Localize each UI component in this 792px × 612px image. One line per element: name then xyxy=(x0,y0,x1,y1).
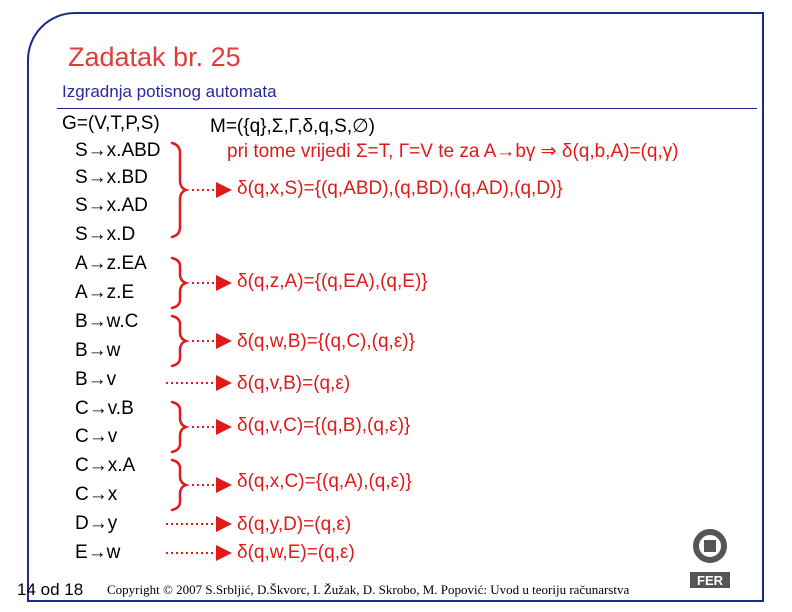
production-rule: S→x.D xyxy=(75,224,136,245)
production-rule: C→v.B xyxy=(75,398,134,419)
transition-function: δ(q,x,C)={(q,A),(q,ε)} xyxy=(237,471,412,492)
transition-function: δ(q,x,S)={(q,ABD),(q,BD),(q,AD),(q,D)} xyxy=(237,178,563,199)
transition-function: δ(q,z,A)={(q,EA),(q,E)} xyxy=(237,271,428,292)
brace-s-rules xyxy=(172,143,186,237)
transition-function: δ(q,w,E)=(q,ε) xyxy=(237,542,355,563)
grammar-definition: G=(V,T,P,S) xyxy=(62,113,160,134)
production-rule: E→w xyxy=(75,542,121,563)
production-rule: A→z.EA xyxy=(75,253,147,274)
production-rule: C→x xyxy=(75,484,118,505)
production-rule: C→x.A xyxy=(75,455,136,476)
production-rule: B→w xyxy=(75,340,121,361)
transition-function: δ(q,y,D)=(q,ε) xyxy=(237,514,352,535)
production-rule: B→w.C xyxy=(75,311,139,332)
production-rule: S→x.AD xyxy=(75,195,148,216)
condition-statement: pri tome vrijedi Σ=T, Γ=V te za A→bγ ⇒ δ(q,b,A)=(q,γ) xyxy=(227,141,679,162)
brace-b-rules xyxy=(172,316,186,366)
production-rule: S→x.ABD xyxy=(75,140,161,161)
production-rule: A→z.E xyxy=(75,282,135,303)
svg-text:FER: FER xyxy=(697,573,723,588)
fer-logo xyxy=(688,526,732,592)
production-rule: C→v xyxy=(75,426,118,447)
brace-c-rules-x xyxy=(172,460,186,510)
production-rule: B→v xyxy=(75,369,117,390)
copyright-notice: Copyright © 2007 S.Srbljić, D.Škvorc, I. Žužak, D. Skrobo, M. Popović: Uvod u teoriju računarstva xyxy=(107,582,630,597)
transition-function: δ(q,v,C)={(q,B),(q,ε)} xyxy=(237,415,411,436)
page-number: 14 od 18 xyxy=(17,580,84,599)
transition-function: δ(q,v,B)=(q,ε) xyxy=(237,373,351,394)
transition-function: δ(q,w,B)={(q,C),(q,ε)} xyxy=(237,331,415,352)
brace-a-rules xyxy=(172,258,186,308)
slide-title: Zadatak br. 25 xyxy=(68,42,241,72)
brace-c-rules-v xyxy=(172,402,186,452)
production-rule: S→x.BD xyxy=(75,167,148,188)
automaton-definition: M=({q},Σ,Γ,δ,q,S,∅) xyxy=(210,116,375,137)
production-rule: D→y xyxy=(75,513,118,534)
slide-subtitle: Izgradnja potisnog automata xyxy=(62,82,277,101)
